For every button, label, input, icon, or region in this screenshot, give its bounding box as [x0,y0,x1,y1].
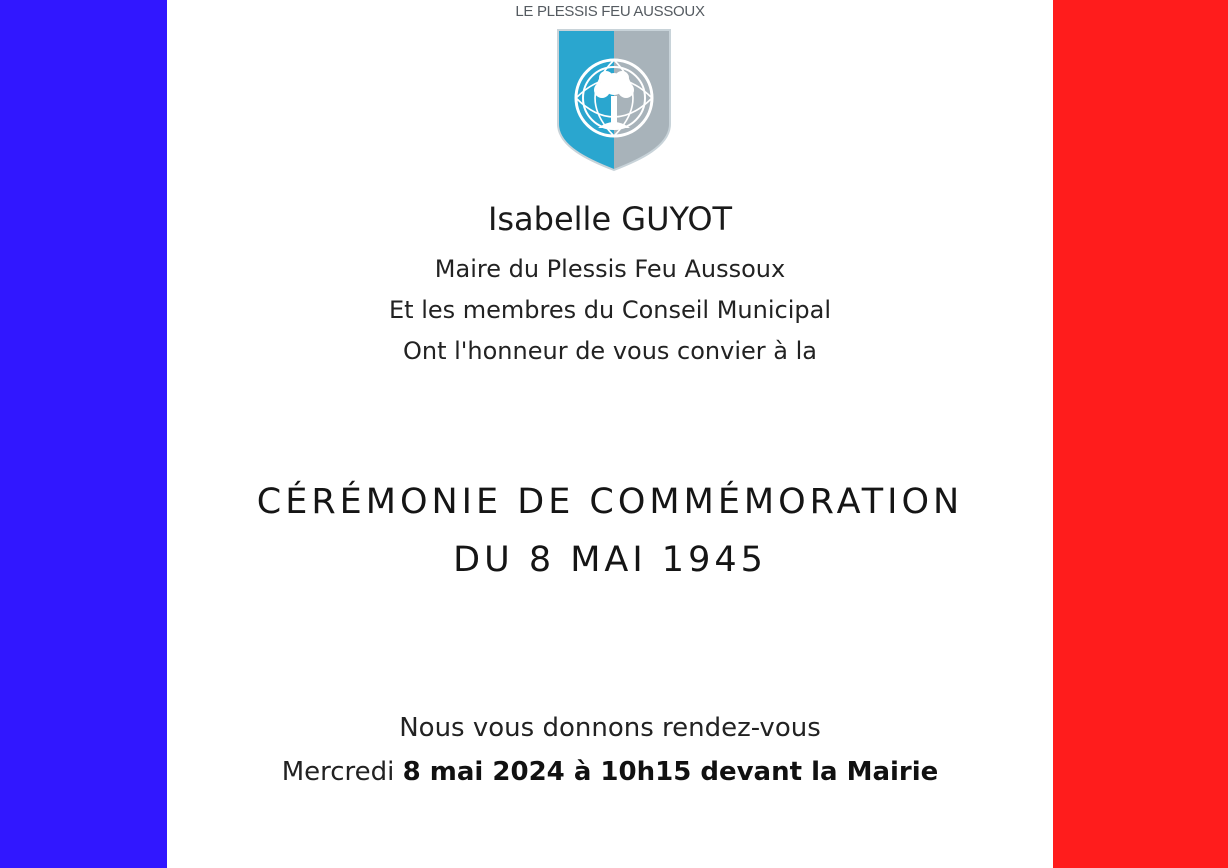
ceremony-title-line-2: DU 8 MAI 1945 [453,540,767,580]
flag-red-band [1053,0,1228,868]
tree-of-life-shield-icon [556,28,672,172]
appointment-date-line [167,757,1053,787]
ceremony-title-line-1: CÉRÉMONIE DE COMMÉMORATION [256,482,964,522]
mayor-name: Isabelle GUYOT [487,200,733,238]
flag-blue-band [0,0,167,868]
appointment-line: Nous vous donnons rendez-vous [399,713,821,743]
appointment-details: 8 mai 2024 à 10h15 devant la Mairie [402,757,939,787]
invitation-line: Ont l'honneur de vous convier à la [403,337,817,365]
crest-left-half [556,28,614,172]
mayor-title-line: Maire du Plessis Feu Aussoux [434,255,786,283]
town-name: LE PLESSIS FEU AUSSOUX [515,3,705,20]
council-line: Et les membres du Conseil Municipal [389,296,831,324]
crest-right-half [614,28,672,172]
flag-white-band [167,0,1053,868]
appointment-day: Mercredi [281,757,395,787]
